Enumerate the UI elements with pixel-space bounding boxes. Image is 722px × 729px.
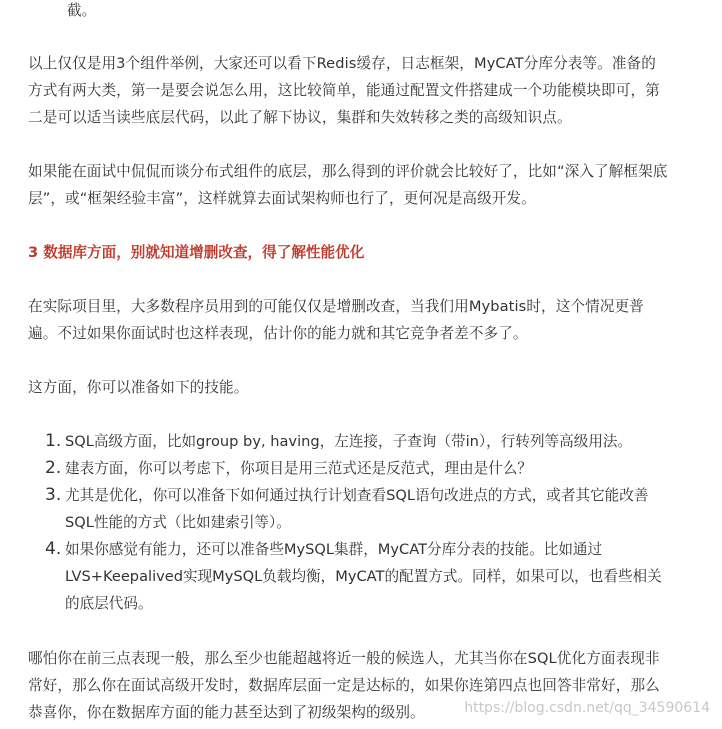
section-heading: 3 数据库方面，别就知道增删改查，得了解性能优化 [28,244,365,261]
list-item-line: 建表方面，你可以考虑下，你项目是用三范式还是反范式，理由是什么？ [65,460,533,477]
list-item-line: SQL性能的方式（比如建索引等）。 [65,514,291,531]
list-item-line: 的底层代码。 [65,595,153,612]
paragraph-fragment: 截。 [67,2,97,19]
paragraph-line: 这方面，你可以准备如下的技能。 [28,379,249,396]
list-item-line: SQL高级方面，比如group by, having，左连接，子查询（带in），行转列等高级用法。 [65,433,633,450]
paragraph-line: 方式有两大类，第一是要会说怎么用，这比较简单，能通过配置文件搭建成一个功能模块即可，第 [28,82,660,99]
paragraph-line: 常好，那么你在面试高级开发时，数据库层面一定是达标的，如果你连第四点也回答非常好，那么 [28,677,660,694]
list-item-line: 尤其是优化，你可以准备下如何通过执行计划查看SQL语句改进点的方式，或者其它能改善 [65,487,649,504]
list-item-line: 如果你感觉有能力，还可以准备些MySQL集群，MyCAT分库分表的技能。比如通过 [65,541,603,558]
list-item [45,482,648,536]
paragraph-line: 二是可以适当读些底层代码，以此了解下协议，集群和失效转移之类的高级知识点。 [28,109,572,126]
list-number: 3. [45,485,62,505]
paragraph-components [28,50,708,131]
paragraph-line: 哪怕你在前三点表现一般，那么至少也能超越将近一般的候选人，尤其当你在SQL优化方面表现非 [28,650,660,667]
paragraph-line: 以上仅仅是用3个组件举例，大家还可以看下Redis缓存，日志框架，MyCAT分库分表等。准备的 [28,55,656,72]
paragraph-line: 恭喜你，你在数据库方面的能力甚至达到了初级架构的级别。 [28,704,425,721]
list-item [45,455,532,482]
paragraph-distributed [28,158,708,212]
list-number: 1. [45,431,62,451]
list-number: 2. [45,458,62,478]
paragraph-line: 遍。不过如果你面试时也这样表现，估计你的能力就和其它竞争者差不多了。 [28,325,528,342]
paragraph-line: 如果能在面试中侃侃而谈分布式组件的底层，那么得到的评价就会比较好了，比如“深入了解框架底 [28,163,668,180]
list-item-line: LVS+Keepalived实现MySQL负载均衡，MyCAT的配置方式。同样，如果可以，也看些相关 [65,568,662,585]
watermark-url: https://blog.csdn.net/qq_34590614 [464,700,710,716]
list-number: 4. [45,539,62,559]
list-item [45,428,632,455]
paragraph-line: 层”，或“框架经验丰富”，这样就算去面试架构师也行了，更何况是高级开发。 [28,190,536,207]
paragraph-crud [28,293,708,347]
paragraph-skills-intro [28,374,708,401]
paragraph-line: 在实际项目里，大多数程序员用到的可能仅仅是增删改查，当我们用Mybatis时，这个情况更普 [28,298,644,315]
list-item [45,536,662,617]
